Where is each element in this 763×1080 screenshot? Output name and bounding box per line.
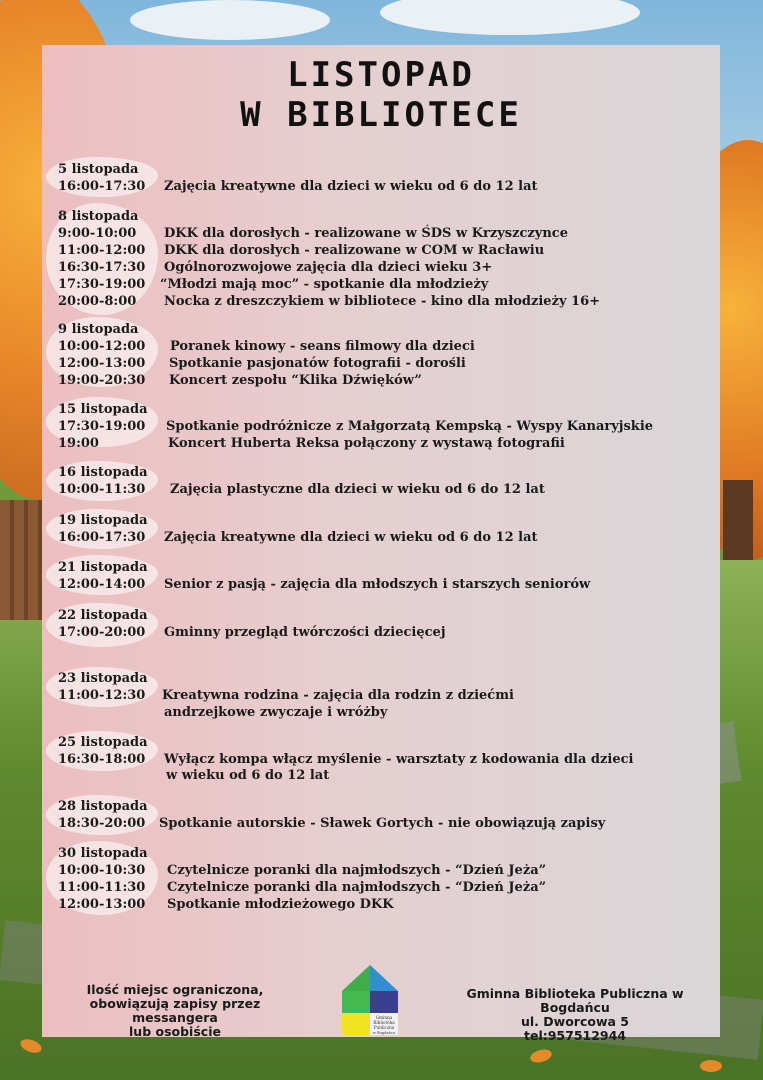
event-description: Zajęcia plastyczne dla dzieci w wieku od 6 do 12 lat (170, 482, 545, 497)
event-time: 10:00-12:00 (58, 339, 146, 354)
event-description: “Młodzi mają moc” - spotkanie dla młodzieży (160, 277, 489, 292)
event-time: 19:00-20:30 (58, 373, 146, 388)
signup-note-line: lub osobiście (129, 1024, 221, 1039)
event-description: Ogólnorozwojowe zajęcia dla dzieci wieku 3+ (164, 260, 493, 275)
event-description: Zajęcia kreatywne dla dzieci w wieku od 6 do 12 lat (164, 530, 538, 545)
event-description: Spotkanie młodzieżowego DKK (167, 897, 394, 912)
event-time: 17:00-20:00 (58, 625, 146, 640)
event-description: Poranek kinowy - seans filmowy dla dzieci (170, 339, 475, 354)
event-time: 16:30-18:00 (58, 752, 146, 767)
logo-block-green (342, 991, 370, 1013)
event-time: 17:30-19:00 (58, 419, 146, 434)
event-description: Spotkanie podróżnicze z Małgorzatą Kempską - Wyspy Kanaryjskie (166, 419, 654, 434)
event-description: Kreatywna rodzina - zajęcia dla rodzin z dziećmi (162, 688, 514, 703)
logo-text: w Bogdańcu (372, 1031, 396, 1035)
event-date: 19 listopada (58, 513, 148, 528)
event-description: Czytelnicze poranki dla najmłodszych - “Dzień Jeża” (167, 863, 547, 878)
event-date: 22 listopada (58, 608, 148, 623)
logo-text: Biblioteka (373, 1020, 395, 1025)
leaf (700, 1060, 722, 1072)
signup-note (50, 983, 300, 1039)
event-time: 10:00-11:30 (58, 482, 146, 497)
poster-panel (42, 45, 720, 1043)
event-date: 25 listopada (58, 735, 148, 750)
library-contact (430, 987, 720, 1043)
logo-text: Publiczna (373, 1025, 395, 1030)
event-description: DKK dla dorosłych - realizowane w COM w Racławiu (164, 243, 545, 258)
event-description: andrzejkowe zwyczaje i wróżby (164, 705, 388, 720)
event-time: 12:00-14:00 (58, 577, 146, 592)
event-description: Senior z pasją - zajęcia dla młodszych i starszych seniorów (164, 577, 591, 592)
event-time: 12:00-13:00 (58, 897, 146, 912)
event-date: 9 listopada (58, 322, 139, 337)
signup-note-line: obowiązują zapisy przez messangera (89, 996, 261, 1025)
event-description: DKK dla dorosłych - realizowane w ŚDS w Krzyszczynce (164, 226, 568, 241)
event-date: 28 listopada (58, 799, 148, 814)
event-description: Gminny przegląd twórczości dziecięcej (164, 625, 446, 640)
event-time: 16:30-17:30 (58, 260, 146, 275)
event-description: Koncert zespołu “Klika Dźwięków” (169, 373, 422, 388)
event-date: 21 listopada (58, 560, 148, 575)
title-line-2: W BIBLIOTECE (240, 95, 522, 135)
library-name: Gminna Biblioteka Publiczna w Bogdańcu (466, 986, 684, 1015)
event-time: 17:30-19:00 (58, 277, 146, 292)
event-time: 12:00-13:00 (58, 356, 146, 371)
event-time: 11:00-12:00 (58, 243, 146, 258)
event-description: w wieku od 6 do 12 lat (166, 768, 330, 783)
library-address: ul. Dworcowa 5 (521, 1014, 629, 1029)
event-date: 23 listopada (58, 671, 148, 686)
event-description: Spotkanie autorskie - Sławek Gortych - nie obowiązują zapisy (159, 816, 606, 831)
event-description: Wyłącz kompa włącz myślenie - warsztaty z kodowania dla dzieci (164, 752, 634, 767)
event-time: 19:00 (58, 436, 99, 451)
logo-block-yellow (342, 1013, 370, 1035)
event-date: 16 listopada (58, 465, 148, 480)
event-time: 9:00-10:00 (58, 226, 137, 241)
event-description: Nocka z dreszczykiem w bibliotece - kino dla młodzieży 16+ (164, 294, 601, 309)
logo-roof-right (370, 965, 398, 991)
event-time: 11:00-12:30 (58, 688, 146, 703)
event-description: Czytelnicze poranki dla najmłodszych - “Dzień Jeża” (167, 880, 547, 895)
event-date: 5 listopada (58, 162, 139, 177)
library-phone: tel:957512944 (523, 1028, 626, 1043)
event-time: 10:00-10:30 (58, 863, 146, 878)
title-line-1: LISTOPAD (287, 55, 475, 95)
event-time: 16:00-17:30 (58, 530, 146, 545)
event-description: Koncert Huberta Reksa połączony z wystawą fotografii (168, 436, 565, 451)
event-time: 16:00-17:30 (58, 179, 146, 194)
event-description: Zajęcia kreatywne dla dzieci w wieku od 6 do 12 lat (164, 179, 538, 194)
event-time: 18:30-20:00 (58, 816, 146, 831)
library-logo (340, 963, 400, 1035)
event-time: 20:00-8:00 (58, 294, 137, 309)
event-time: 11:00-11:30 (58, 880, 146, 895)
logo-roof-left (342, 965, 370, 991)
cloud (130, 0, 330, 40)
event-date: 30 listopada (58, 846, 148, 861)
logo-block-blue (370, 991, 398, 1013)
logo-text: Gminna (375, 1015, 393, 1020)
event-date: 8 listopada (58, 209, 139, 224)
signup-note-line: Ilość miejsc ograniczona, (86, 982, 264, 997)
event-description: Spotkanie pasjonatów fotografii - dorośli (169, 356, 466, 371)
event-date: 15 listopada (58, 402, 148, 417)
